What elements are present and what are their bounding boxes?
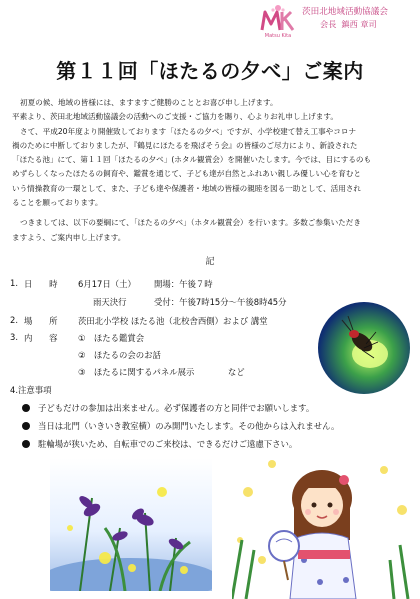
content-item: ② ほたるの会のお話	[78, 350, 161, 360]
date-number: 1.	[10, 278, 18, 288]
body-line: ることを願っております。	[12, 198, 103, 208]
letter-body	[12, 96, 414, 245]
note-text: 当日は北門（いきいき教室横）のみ開門いたします。その他からは入れません。	[38, 421, 340, 431]
bullet-icon	[22, 422, 30, 430]
note-text: 駐輪場が狭いため、自転車でのご来校は、できるだけご遠慮下さい。	[38, 439, 298, 449]
date-value: 6月17日（土）	[78, 279, 136, 289]
chair-name: 鎮西 章司	[341, 19, 377, 29]
ki-heading: 記	[205, 257, 215, 267]
reception-time: 受付：午後7時15分～午後8時45分	[154, 297, 287, 307]
place-label: 場 所	[24, 316, 58, 326]
rain-notice: 雨天決行	[93, 297, 127, 307]
note-text: 子どもだけの参加は出来ません。必ず保護者の方と同伴でお願いします。	[38, 403, 315, 413]
body-line: つきましては、以下の要綱にて、「ほたるの夕べ」（ホタル観賞会）を行います。多数ご参集いただき	[20, 218, 361, 228]
organization-name: 茨田北地域活動協議会	[302, 7, 388, 17]
notes-header: 4.注意事項	[10, 385, 52, 395]
page-title: 第１１回「ほたるの夕べ」ご案内	[56, 59, 364, 83]
iris-flowers-icon	[50, 458, 212, 591]
note-item	[22, 420, 339, 432]
content-label: 内 容	[24, 333, 58, 343]
bullet-icon	[22, 404, 30, 412]
firefly-icon	[318, 302, 410, 394]
logo-text: Matsu Kita	[264, 33, 292, 39]
note-item	[22, 438, 297, 450]
content-item: ③ ほたるに関するパネル展示 など	[78, 367, 245, 377]
girl-yukata-illustration	[232, 450, 416, 599]
venue-open-time: 開場：午後７時	[154, 279, 213, 289]
body-line: ますよう、ご案内申し上げます。	[12, 232, 126, 242]
body-line: 「ほたる池」にて、第１１回「ほたるの夕べ」(ホタル観賞会）を開催いたします。今では、目にするのも	[12, 155, 372, 165]
iris-pond-illustration	[50, 458, 212, 591]
body-line: 初夏の候、地域の皆様には、ますますご健勝のこととお喜び申し上げます。	[20, 98, 278, 107]
body-line: 禍のために中断しておりましたが、『鶴見にほたるを飛ばそう会』の皆様のご尽力により、新設された	[12, 140, 358, 150]
body-line: めずらしくなったほたるの飼育や、鑑賞を通じて、子ども達が自然とふれあい親しみ優しい心を育むと	[12, 169, 362, 179]
content-number: 3.	[10, 332, 18, 342]
chair-title: 会長	[320, 19, 337, 29]
body-line: 平素より、茨田北地域活動協議会の活動へのご支援・ご協力を賜り、心よりお礼申し上げます。	[12, 112, 338, 122]
firefly-illustration	[318, 302, 410, 394]
bullet-icon	[22, 440, 30, 448]
place-value: 茨田北小学校 ほたる池（北校舎西側）および 講堂	[78, 316, 268, 326]
girl-with-fan-icon	[232, 450, 416, 599]
body-line: さて、平成20年度より開催致しております「ほたるの夕べ」ですが、小学校建て替え工事やコロナ	[20, 126, 357, 136]
note-item	[22, 402, 314, 414]
body-line: いう情操教育の一環として、また、子ども達や保護者・地域の皆様の親睦を図る一助として、活用され	[12, 183, 362, 193]
signature-line	[320, 19, 382, 30]
date-label: 日 時	[24, 279, 58, 289]
place-number: 2.	[10, 315, 18, 325]
content-item: ① ほたる鑑賞会	[78, 333, 145, 343]
